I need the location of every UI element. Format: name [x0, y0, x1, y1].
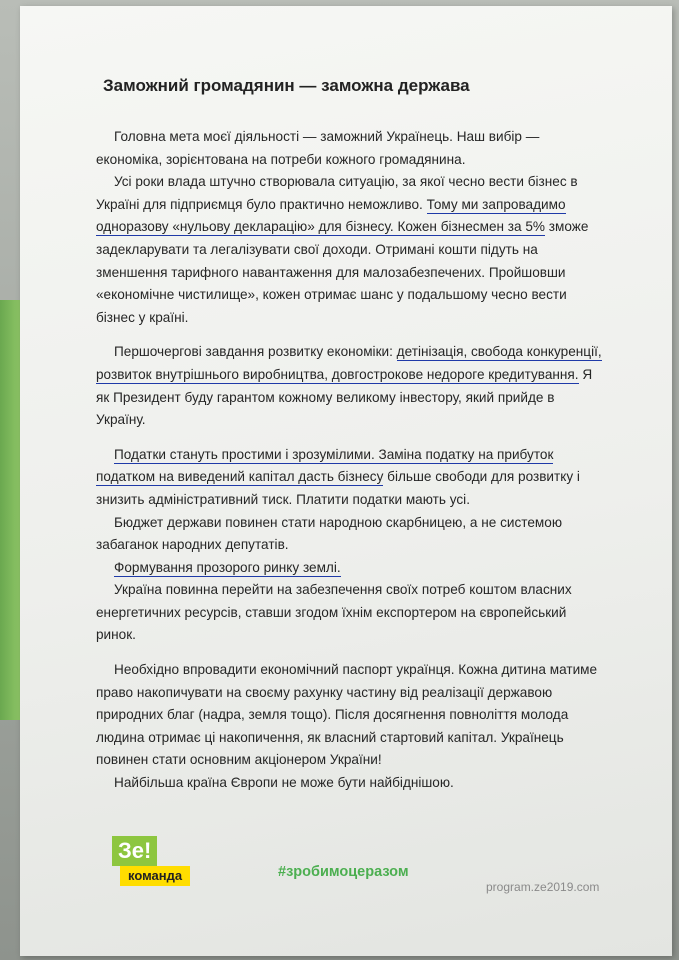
paragraph-taxes: Податки стануть простими і зрозумілими. Заміна податку на прибуток податком на виведений капітал дасть бізнесу більше свободи для розвитку і знизить адміністративний тиск. Платити податки мають усі. — [96, 446, 580, 507]
underlined-taxes: Податки стануть простими і зрозумілими. Заміна податку на прибуток податком на виведений капітал дасть бізнесу — [96, 446, 554, 485]
logo-ze-text: Зе! — [112, 836, 157, 866]
program-website: program.ze2019.com — [486, 880, 600, 894]
paragraph-passport: Необхідно впровадити економічний паспорт українця. Кожна дитина матиме право накопичувати на своєму рахунку частину від реалізації державою природних благ (надра, земля тощо). Після досягнення повноліття молода людина отримає ці накопичення, як власний стартовий капітал. Українець повинен стати основним акціонером України! — [96, 662, 598, 768]
document-body — [96, 126, 606, 795]
underlined-declaration: Тому ми запровадимо одноразову «нульову декларацію» для бізнесу. Кожен бізнесмен за 5% — [96, 196, 566, 235]
document-page — [20, 6, 672, 956]
paragraph-land — [96, 557, 606, 580]
paragraph-energy: Україна повинна перейти на забезпечення своїх потреб коштом власних енергетичних ресурсів, ставши згодом їхнім експортером на європейський ринок. — [96, 582, 572, 643]
ze-team-logo — [112, 836, 202, 892]
underlined-priorities: детінізація, свобода конкуренції, розвиток внутрішнього виробництва, довгострокове недороге кредитування. — [96, 344, 602, 382]
document-title: Заможний громадянин — заможна держава — [103, 76, 470, 95]
paragraph-business: Усі роки влада штучно створювала ситуацію, за якої чесно вести бізнес в Україні для підприємця було практично неможливо. Тому ми запровадимо одноразову «нульову декларацію» для бізнесу. Кожен бізнесмен за 5% зможе задекларувати та легалізувати свої доходи. Отримані кошти підуть на зменшення тарифного навантаження для малозабезпечених. Пройшовши «економічне чистилище», кожен отримає шанс у подальшому чесно вести бізнес у країні. — [96, 174, 589, 325]
paragraph-goal: Головна мета моєї діяльності — заможний Українець. Наш вибір — економіка, зорієнтована на потреби кожного громадянина. — [96, 129, 540, 167]
paragraph-priorities: Першочергові завдання розвитку економіки: детінізація, свобода конкуренції, розвиток внутрішнього виробництва, довгострокове недороге кредитування. Я як Президент буду гарантом кожному великому інвестору, який прийде в Україну. — [96, 344, 602, 428]
paragraph-budget: Бюджет держави повинен стати народною скарбницею, а не системою забаганок народних депутатів. — [96, 514, 563, 553]
underlined-land: Формування прозорого ринку землі. — [114, 559, 341, 575]
paragraph-closing: Найбільша країна Європи не може бути найбіднішою. — [114, 775, 454, 791]
logo-komanda-text: команда — [120, 866, 190, 886]
campaign-hashtag: #зробимоцеразом — [278, 864, 409, 880]
